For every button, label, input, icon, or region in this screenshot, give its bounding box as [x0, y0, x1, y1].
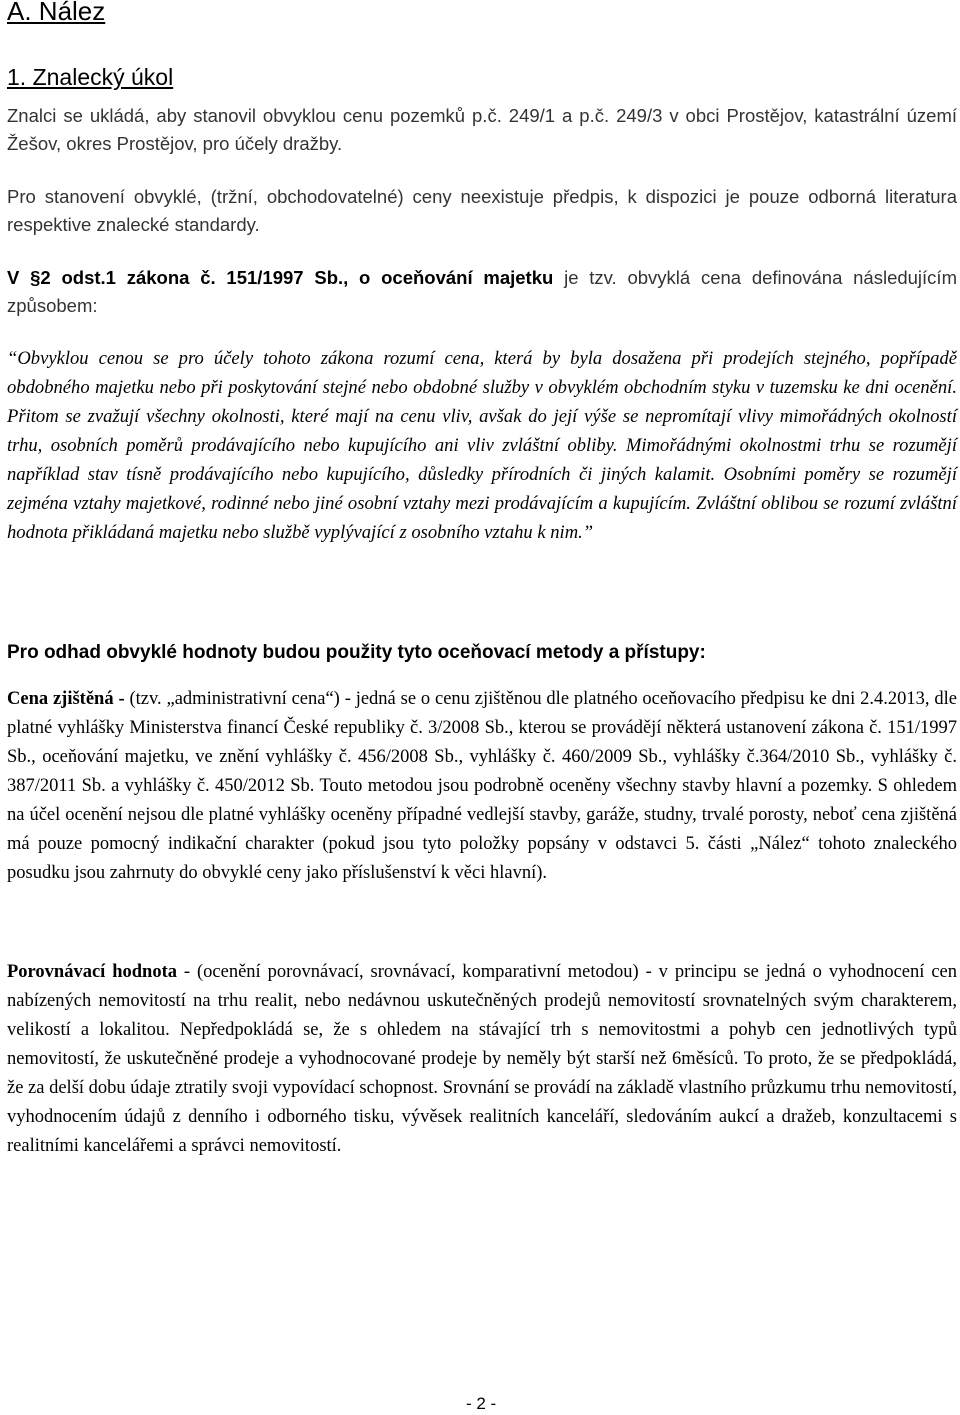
section-title: A. Nález — [7, 0, 106, 26]
porovnavaci-term: Porovnávací hodnota — [7, 962, 178, 982]
porovnavaci-text: - (ocenění porovnávací, srovnávací, komparativní metodou) - v principu se jedná o vyhodnocení cen nabízených nemovitostí na trhu realit, nebo nedávnou uskutečněných prodejů nemovitostí srovnatelných svým charakterem, velikostí a lokalitou. Nepředpokládá se, že s ohledem na stávající trh s nemovitostmi a pohyb cen jednotlivých typů nemovitostí, že uskutečněné prodeje a vyhodnocované prodeje by neměly být starší než 6měsíců. To proto, že se předpokládá, že za delší dobu údaje ztratily svoji vypovídací schopnost. Srovnání se provádí na základě vlastního průzkumu trhu nemovitostí, vyhodnocením údajů z denního i odborného tisku, vývěsek realitních kanceláří, sledováním aukcí a dražeb, konzultacemi s realitními kancelářemi a správci nemovitostí. — [7, 962, 957, 1156]
section-subtitle: 1. Znalecký úkol — [7, 64, 174, 90]
cena-zjistena-paragraph — [7, 685, 957, 888]
task-paragraph: Znalci se ukládá, aby stanovil obvyklou cenu pozemků p.č. 249/1 a p.č. 249/3 v obci Prostějov, katastrální území Žešov, okres Prostějov, pro účely dražby. — [7, 105, 957, 154]
porovnavaci-paragraph — [7, 958, 957, 1161]
law-quote: “Obvyklou cenou se pro účely tohoto zákona rozumí cena, která by byla dosažena při prodejích stejného, popřípadě obdobného majetku nebo při poskytování stejné nebo obdobné služby v obvyklém obchodním styku v tuzemsku ke dni ocenění. Přitom se zvažují všechny okolnosti, které mají na cenu vliv, avšak do její výše se nepromítají vlivy mimořádných okolností trhu, osobních poměrů prodávajícího nebo kupujícího ani vliv zvláštní obliby. Mimořádnými okolnostmi trhu se rozumějí například stav tísně prodávajícího nebo kupujícího, důsledky přírodních či jiných kalamit. Osobními poměry se rozumějí zejména vztahy majetkové, rodinné nebo jiné osobní vztahy mezi prodávajícím a kupujícím. Zvláštní oblibou se rozumí zvláštní hodnota přikládaná majetku nebo službě vyplývající z osobního vztahu k nim.” — [7, 348, 957, 543]
law-reference: V §2 odst.1 zákona č. 151/1997 Sb., o oceňování majetku — [7, 267, 554, 288]
cena-zjistena-term: Cena zjištěná - — [7, 689, 125, 709]
page-number: - 2 - — [466, 1394, 497, 1413]
law-rest-text: je tzv. obvyklá cena definována následujícím způsobem: — [7, 267, 957, 316]
intro-paragraph: Pro stanovení obvyklé, (tržní, obchodovatelné) ceny neexistuje předpis, k dispozici je pouze odborná literatura respektive znalecké standardy. — [7, 186, 957, 235]
cena-zjistena-text: (tzv. „administrativní cena“) - jedná se o cenu zjištěnou dle platného oceňovacího předpisu ke dni 2.4.2013, dle platné vyhlášky Ministerstva financí České republiky č. 3/2008 Sb., kterou se provádějí některá ustanovení zákona č. 151/1997 Sb., oceňování majetku, ve znění vyhlášky č. 456/2008 Sb., vyhlášky č. 460/2009 Sb., vyhlášky č.364/2010 Sb., vyhlášky č. 387/2011 Sb. a vyhlášky č. 450/2012 Sb. Touto metodou jsou podrobně oceněny všechny stavby hlavní a pozemky. S ohledem na účel ocenění nejsou dle platné vyhlášky oceněny případné vedlejší stavby, garáže, studny, trvalé porosty, neboť cena zjištěná má pouze pomocný indikační charakter (pokud jsou tyto položky popsány v odstavci 5. části „Nález“ tohoto znaleckého posudku jsou zahrnuty do obvyklé ceny jako příslušenství k věci hlavní). — [7, 689, 957, 883]
law-paragraph — [7, 264, 957, 319]
methods-heading: Pro odhad obvyklé hodnoty budou použity tyto oceňovací metody a přístupy: — [7, 642, 706, 663]
